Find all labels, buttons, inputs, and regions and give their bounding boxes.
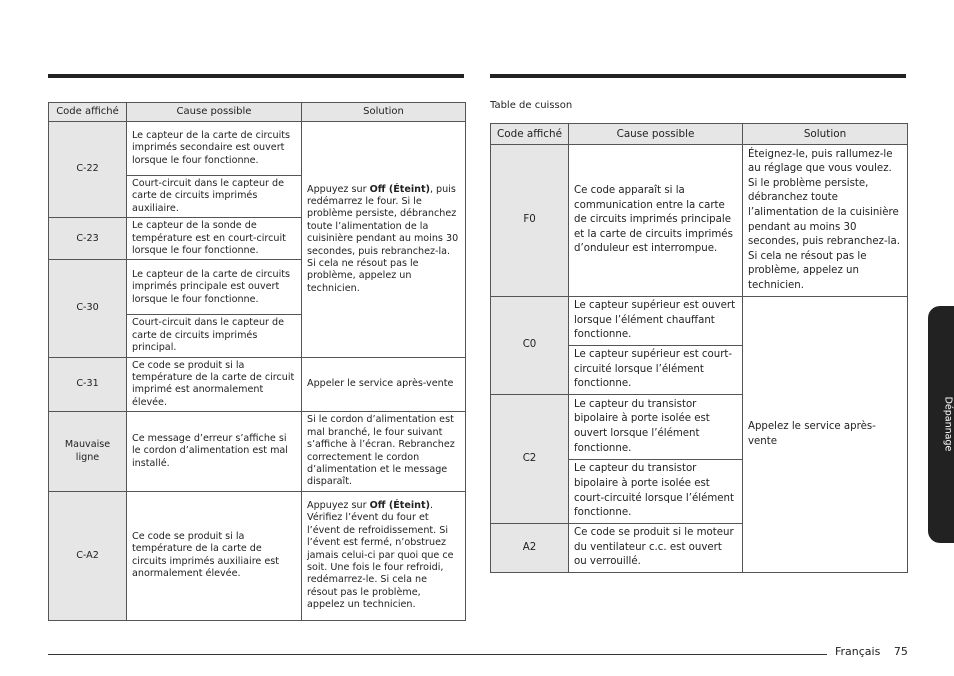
footer-rule xyxy=(48,654,827,655)
code-cell: C2 xyxy=(491,395,569,524)
cause-cell: Le capteur de la carte de circuits imprimés secondaire est ouvert lorsque le four fonctionne. xyxy=(127,122,302,176)
solution-text: Appuyez sur xyxy=(307,183,370,195)
header-code: Code affiché xyxy=(491,124,569,145)
solution-cell xyxy=(302,122,466,358)
cause-cell: Ce code se produit si la température de la carte de circuits imprimés auxiliaire est anormalement élevée. xyxy=(127,491,302,620)
cause-cell: Le capteur supérieur est court-circuité lorsque l’élément fonctionne. xyxy=(569,346,743,395)
code-cell: C-22 xyxy=(49,122,127,218)
oven-error-table xyxy=(48,102,466,621)
table-row xyxy=(491,145,908,297)
table-row xyxy=(491,297,908,346)
solution-text: , puis redémarrez le four. Si le problème persiste, débranchez toute l’alimentation de la cuisinière pendant au moins 30 secondes, puis rebranchez-la. Si cela ne résout pas le problème, appelez un technicien. xyxy=(307,183,459,294)
solution-cell: Si le cordon d’alimentation est mal branché, le four suivant s’affiche à l’écran. Rebranchez correctement le cordon d’alimentation et le message disparaît. xyxy=(302,412,466,491)
right-top-rule xyxy=(490,74,906,78)
table-row xyxy=(49,357,466,412)
cause-cell: Court-circuit dans le capteur de carte de circuits imprimés auxiliaire. xyxy=(127,176,302,218)
solution-text: Appuyez sur xyxy=(307,499,370,511)
cause-cell: Ce code se produit si le moteur du ventilateur c.c. est ouvert ou verrouillé. xyxy=(569,524,743,573)
table-row xyxy=(49,412,466,491)
code-cell: C-31 xyxy=(49,357,127,412)
cause-cell: Le capteur supérieur est ouvert lorsque l’élément chauffant fonctionne. xyxy=(569,297,743,346)
solution-cell xyxy=(302,491,466,620)
cause-cell: Le capteur du transistor bipolaire à porte isolée est court-circuité lorsque l’élément fonctionne. xyxy=(569,460,743,524)
off-button-label: Off (Éteint) xyxy=(369,499,430,511)
section-title: Table de cuisson xyxy=(490,100,573,111)
code-cell: F0 xyxy=(491,145,569,297)
code-cell: A2 xyxy=(491,524,569,573)
off-button-label: Off (Éteint) xyxy=(369,183,430,195)
solution-cell: Appelez le service après-vente xyxy=(743,297,908,573)
section-side-tab xyxy=(928,306,954,543)
table-header-row xyxy=(491,124,908,145)
solution-text: . Vérifiez l’évent du four et l’évent de refroidissement. Si l’évent est fermé, n’obstruez jamais celui-ci par quoi que ce soit. Une fois le four refroidi, redémarrez-le. Si cela ne résout pas le problème, appelez un technicien. xyxy=(307,499,454,611)
cause-cell: Ce code se produit si la température de la carte de circuit imprimé est anormalement élevée. xyxy=(127,357,302,412)
table-header-row xyxy=(49,103,466,122)
side-tab-label: Dépannage xyxy=(942,396,954,452)
code-cell: C-30 xyxy=(49,260,127,357)
solution-cell: Éteignez-le, puis rallumez-le au réglage que vous voulez. Si le problème persiste, débranchez toute l’alimentation de la cuisinière pendant au moins 30 secondes, puis rebranchez-la. Si cela ne résout pas le problème, appelez un technicien. xyxy=(743,145,908,297)
cause-cell: Ce code apparaît si la communication entre la carte de circuits imprimés principale et la carte de circuits imprimés d’onduleur est interrompue. xyxy=(569,145,743,297)
left-top-rule xyxy=(48,74,464,78)
cause-cell: Le capteur de la carte de circuits imprimés principale est ouvert lorsque le four fonctionne. xyxy=(127,260,302,315)
header-cause: Cause possible xyxy=(569,124,743,145)
header-solution: Solution xyxy=(743,124,908,145)
code-cell: C0 xyxy=(491,297,569,395)
cause-cell: Le capteur du transistor bipolaire à porte isolée est ouvert lorsque l’élément fonctionne. xyxy=(569,395,743,460)
header-code: Code affiché xyxy=(49,103,127,122)
cause-cell: Le capteur de la sonde de température est en court-circuit lorsque le four fonctionne. xyxy=(127,218,302,260)
solution-cell: Appeler le service après-vente xyxy=(302,357,466,412)
code-cell: C-23 xyxy=(49,218,127,260)
footer-language: Français xyxy=(835,645,881,658)
code-cell: Mauvaise ligne xyxy=(49,412,127,491)
table-row xyxy=(49,122,466,176)
cause-cell: Ce message d’erreur s’affiche si le cordon d’alimentation est mal installé. xyxy=(127,412,302,491)
page-number: 75 xyxy=(893,645,908,658)
code-cell: C-A2 xyxy=(49,491,127,620)
table-row xyxy=(49,491,466,620)
page-footer xyxy=(835,645,908,658)
header-cause: Cause possible xyxy=(127,103,302,122)
cause-cell: Court-circuit dans le capteur de carte de circuits imprimés principal. xyxy=(127,315,302,357)
cooktop-error-table xyxy=(490,123,908,573)
header-solution: Solution xyxy=(302,103,466,122)
